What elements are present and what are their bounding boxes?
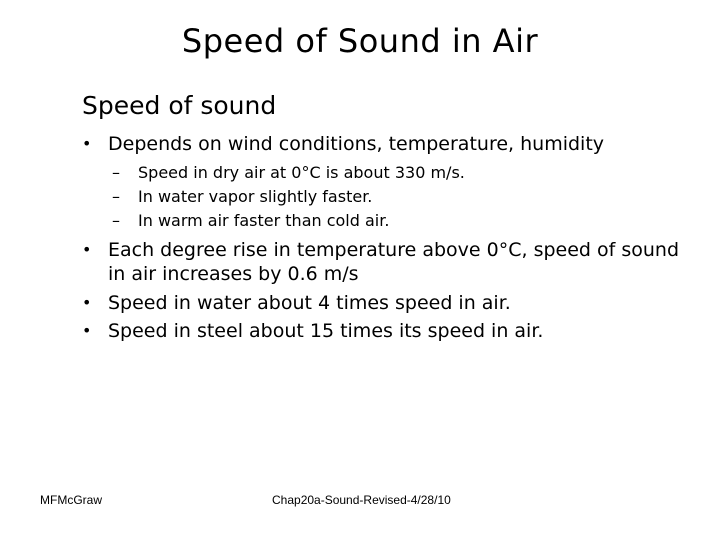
bullet-text-line-1: Each degree rise in temperature above 0°C, speed of sound <box>108 239 680 261</box>
bullet-marker: • <box>82 293 92 312</box>
subbullet-text: Speed in dry air at 0°C is about 330 m/s. <box>138 163 465 182</box>
footer-chapter: Chap20a-Sound-Revised-4/28/10 <box>272 493 451 507</box>
subbullet-text: In warm air faster than cold air. <box>138 211 390 230</box>
subbullet-marker: – <box>112 211 120 230</box>
subbullet-marker: – <box>112 163 120 182</box>
bullet-text: Depends on wind conditions, temperature, humidity <box>108 133 605 155</box>
slide-title: Speed of Sound in Air <box>181 22 539 60</box>
bullet-text-line-2: in air increases by 0.6 m/s <box>108 263 359 285</box>
subbullet-text: In water vapor slightly faster. <box>138 187 373 206</box>
subbullet-marker: – <box>112 187 120 206</box>
bullet-marker: • <box>82 134 92 153</box>
bullet-text: Speed in water about 4 times speed in air. <box>108 292 511 314</box>
bullet-marker: • <box>82 240 92 259</box>
bullet-marker: • <box>82 321 92 340</box>
slide-heading: Speed of sound <box>82 91 277 120</box>
bullet-text: Speed in steel about 15 times its speed in air. <box>108 320 544 342</box>
bullet-item <box>82 238 702 286</box>
footer-author: MFMcGraw <box>40 493 102 507</box>
